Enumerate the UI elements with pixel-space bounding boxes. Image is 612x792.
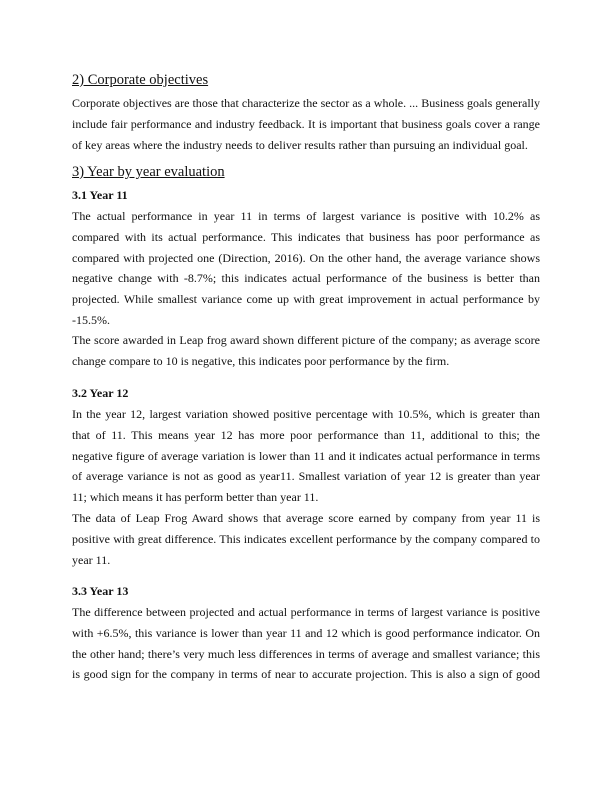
section-heading-year-evaluation: 3) Year by year evaluation <box>72 164 225 180</box>
year-13-paragraph-1: The difference between projected and actual performance in terms of largest variance is positive with +6.5%, this variance is lower than year 11 and 12 which is good performance indicator. On the other hand; there’s very much less differences in terms of average and smallest variance; this is good sign for the company in terms of near to accurate projection. This is also a sign of good <box>72 605 540 682</box>
year-12-paragraph-1: In the year 12, largest variation showed positive percentage with 10.5%, which is greater than that of 11. This means year 12 has more poor performance than 11, additional to this; the negative figure of average variation is lower than 11 and it indicates actual performance in terms of average variance is not as good as year11. Smallest variation of year 12 is greater than year 11; which means it has perform better than year 11. <box>72 407 540 505</box>
year-11-paragraph-2: The score awarded in Leap frog award shown different picture of the company; as average score change compare to 10 is negative, this indicates poor performance by the firm. <box>72 333 540 368</box>
subheading-year-12: 3.2 Year 12 <box>72 386 129 400</box>
section-heading-corporate-objectives: 2) Corporate objectives <box>72 72 209 88</box>
subheading-year-11: 3.1 Year 11 <box>72 188 128 202</box>
corporate-objectives-paragraph: Corporate objectives are those that characterize the sector as a whole. ... Business goals generally include fair performance and industry feedback. It is important that business goals cover a range of key areas where the industry needs to deliver results rather than pursuing an individual goal. <box>72 96 540 152</box>
year-11-paragraph-1: The actual performance in year 11 in terms of largest variance is positive with 10.2% as compared with its actual performance. This indicates that business has poor performance as compared with projected one (Direction, 2016). On the other hand, the average variance shows negative change with -8.7%; this indicates actual performance of the business is better than projected. While smallest variance come up with great improvement in actual performance by -15.5%. <box>72 209 540 327</box>
year-12-paragraph-2: The data of Leap Frog Award shows that average score earned by company from year 11 is positive with great difference. This indicates excellent performance by the company compared to year 11. <box>72 511 540 567</box>
subheading-year-13: 3.3 Year 13 <box>72 584 129 598</box>
